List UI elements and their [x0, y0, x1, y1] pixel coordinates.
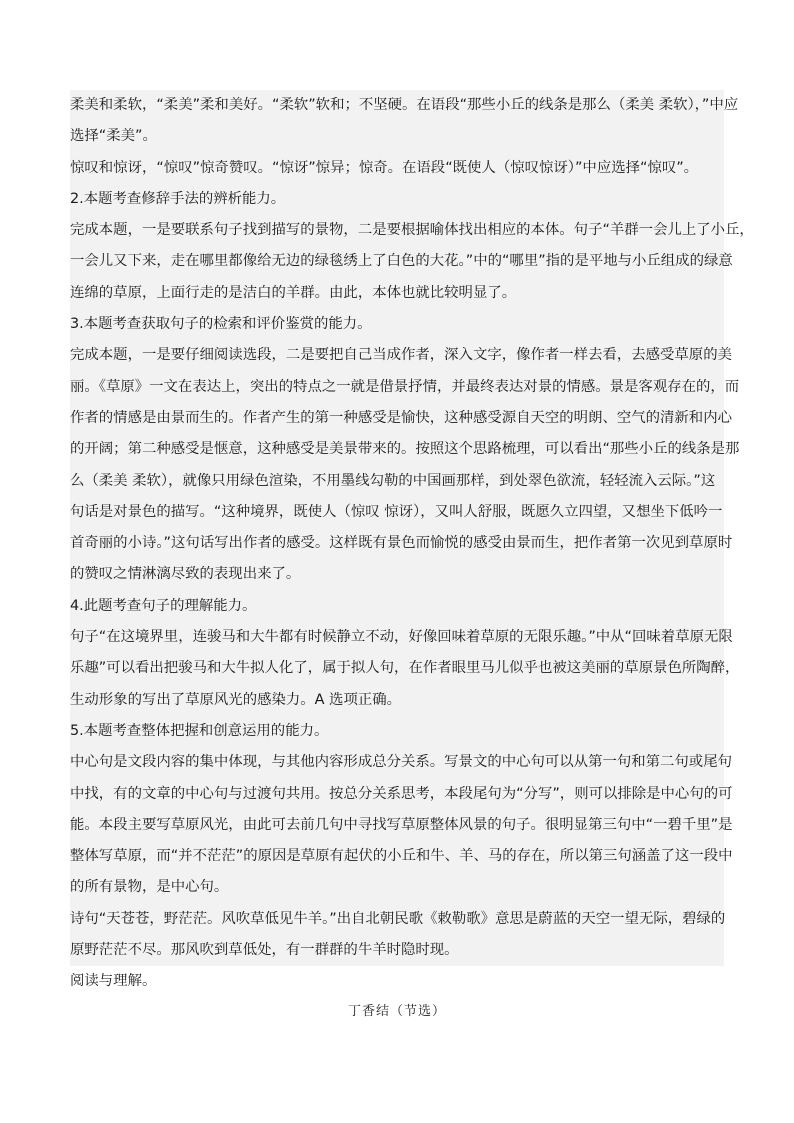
text-line: 么（柔美 柔软），就像只用绿色渲染，不用墨线勾勒的中国画那样，到处翠色欲流，轻轻流入云际。”这 — [70, 466, 724, 497]
text-line: 中找，有的文章的中心句与过渡句共用。按总分关系思考，本段尾句为“分写”，则可以排除是中心句的可 — [70, 779, 724, 810]
text-line: 的赞叹之情淋漓尽致的表现出来了。 — [70, 559, 724, 590]
passage-title: 丁香结（节选） — [347, 1004, 446, 1019]
text-line: 的开阔；第二种感受是惬意，这种感受是美景带来的。按照这个思路梳理，可以看出“那些小丘的线条是那 — [70, 434, 724, 465]
text-line: 乐趣”可以看出把骏马和大牛拟人化了，属于拟人句，在作者眼里马儿似乎也被这美丽的草原景色所陶醉， — [70, 653, 724, 684]
text-line: 首奇丽的小诗。”这句话写出作者的感受。这样既有景色而愉悦的感受由景而生，把作者第一次见到草原时 — [70, 528, 724, 559]
text-line: 整体写草原，而“并不茫茫”的原因是草原有起伏的小丘和牛、羊、马的存在，所以第三句涵盖了这一段中 — [70, 841, 724, 872]
section-heading: 阅读与理解。 — [70, 973, 157, 990]
text-line: 原野茫茫不尽。那风吹到草低处，有一群群的牛羊时隐时现。 — [70, 935, 724, 966]
text-line: 连绵的草原，上面行走的是洁白的羊群。由此，本体也就比较明显了。 — [70, 278, 724, 309]
text-line: 3.本题考查获取句子的检索和评价鉴赏的能力。 — [70, 309, 724, 340]
text-line: 柔美和柔软，“柔美”柔和美好。“柔软”软和；不坚硬。在语段“那些小丘的线条是那么（柔美 柔软），”中应 — [70, 90, 724, 121]
text-line: 5.本题考查整体把握和创意运用的能力。 — [70, 716, 724, 747]
text-line: 4.此题考查句子的理解能力。 — [70, 591, 724, 622]
text-line: 生动形象的写出了草原风光的感染力。A 选项正确。 — [70, 685, 724, 716]
text-line: 句话是对景色的描写。“这种境界，既使人（惊叹 惊讶），又叫人舒服，既愿久立四望，又想坐下低吟一 — [70, 497, 724, 528]
text-line: 2.本题考查修辞手法的辨析能力。 — [70, 184, 724, 215]
text-line: 完成本题，一是要联系句子找到描写的景物，二是要根据喻体找出相应的本体。句子“羊群一会儿上了小丘， — [70, 215, 724, 246]
text-line: 完成本题，一是要仔细阅读选段，二是要把自己当成作者，深入文字，像作者一样去看，去感受草原的美 — [70, 340, 724, 371]
text-line: 诗句“天苍苍，野茫茫。风吹草低见牛羊。”出自北朝民歌《敕勒歌》意思是蔚蓝的天空一望无际，碧绿的 — [70, 904, 724, 935]
text-line: 选择“柔美”。 — [70, 121, 724, 152]
text-line: 的所有景物，是中心句。 — [70, 872, 724, 903]
text-line: 中心句是文段内容的集中体现，与其他内容形成总分关系。写景文的中心句可以从第一句和第二句或尾句 — [70, 747, 724, 778]
text-line: 惊叹和惊讶，“惊叹”惊奇赞叹。“惊讶”惊异；惊奇。在语段“既使人（惊叹惊讶）”中应选择“惊叹”。 — [70, 153, 724, 184]
text-line: 丽。《草原》一文在表达上，突出的特点之一就是借景抒情，并最终表达对景的情感。景是客观存在的，而 — [70, 372, 724, 403]
text-line: 句子“在这境界里，连骏马和大牛都有时候静立不动，好像回味着草原的无限乐趣。”中从“回味着草原无限 — [70, 622, 724, 653]
text-line: 一会儿又下来，走在哪里都像给无边的绿毯绣上了白色的大花。”中的“哪里”指的是平地与小丘组成的绿意 — [70, 246, 724, 277]
text-line: 作者的情感是由景而生的。作者产生的第一种感受是愉快，这种感受源自天空的明朗、空气的清新和内心 — [70, 403, 724, 434]
text-line: 能。本段主要写草原风光，由此可去前几句中寻找写草原整体风景的句子。很明显第三句中“一碧千里”是 — [70, 810, 724, 841]
answer-analysis-block — [70, 90, 754, 998]
